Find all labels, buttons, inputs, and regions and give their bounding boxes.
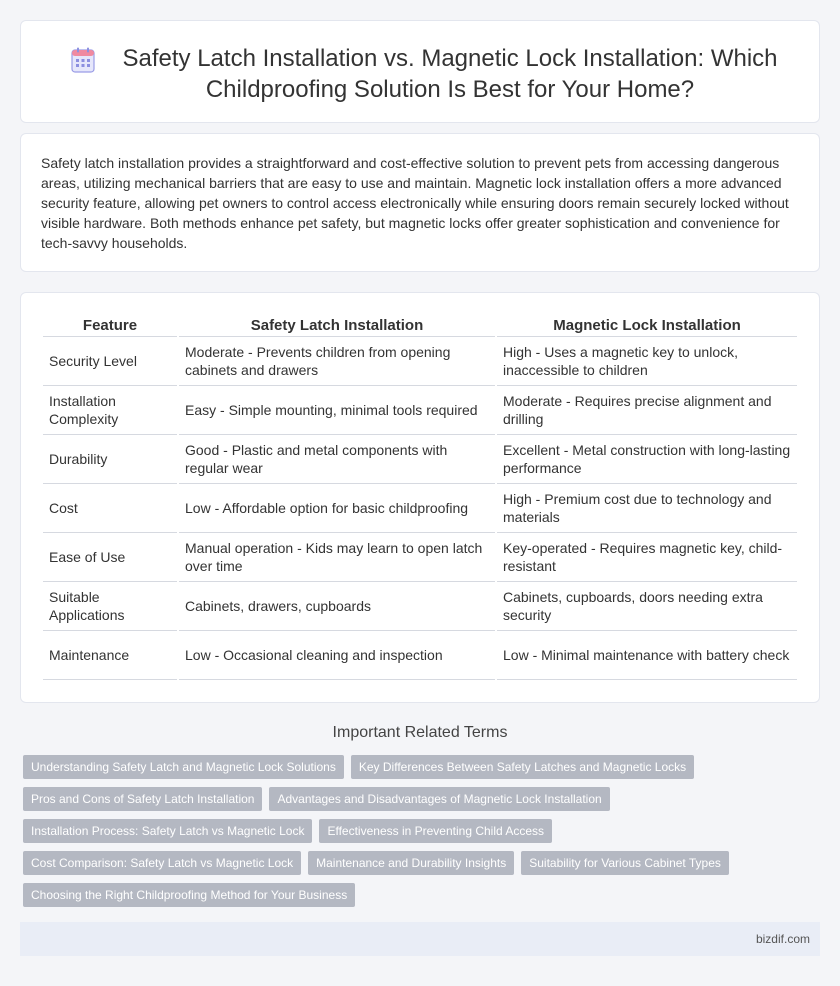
feature-cell: Maintenance bbox=[43, 631, 177, 680]
column-header: Safety Latch Installation bbox=[179, 315, 495, 337]
magnetic-lock-cell: Excellent - Metal construction with long-lasting performance bbox=[497, 435, 797, 484]
table-row bbox=[43, 435, 797, 484]
feature-cell: Cost bbox=[43, 484, 177, 533]
magnetic-lock-cell: Low - Minimal maintenance with battery check bbox=[497, 631, 797, 680]
table-row bbox=[43, 484, 797, 533]
feature-cell: Installation Complexity bbox=[43, 386, 177, 435]
table-row bbox=[43, 337, 797, 386]
page-title: Safety Latch Installation vs. Magnetic Lock Installation: Which Childproofing Solution Is Best for Your Home? bbox=[122, 45, 778, 103]
title-card bbox=[20, 20, 820, 123]
related-term-tag[interactable]: Suitability for Various Cabinet Types bbox=[521, 851, 729, 875]
intro-paragraph: Safety latch installation provides a straightforward and cost-effective solution to prevent pets from accessing dangerous areas, utilizing mechanical barriers that are easy to use and maintain. Magnetic lock installation offers a more advanced security feature, allowing pet owners to control access electronically while ensuring doors remain securely locked without visible hardware. Both methods enhance pet safety, but magnetic locks offer greater sophistication and convenience for tech-savvy households. bbox=[41, 155, 789, 251]
column-header: Magnetic Lock Installation bbox=[497, 315, 797, 337]
magnetic-lock-cell: High - Uses a magnetic key to unlock, inaccessible to children bbox=[497, 337, 797, 386]
magnetic-lock-cell: Cabinets, cupboards, doors needing extra security bbox=[497, 582, 797, 631]
magnetic-lock-cell: Key-operated - Requires magnetic key, child-resistant bbox=[497, 533, 797, 582]
safety-latch-cell: Manual operation - Kids may learn to open latch over time bbox=[179, 533, 495, 582]
related-terms-list bbox=[23, 755, 803, 907]
safety-latch-cell: Easy - Simple mounting, minimal tools required bbox=[179, 386, 495, 435]
comparison-table bbox=[41, 315, 799, 680]
safety-latch-cell: Low - Affordable option for basic childproofing bbox=[179, 484, 495, 533]
magnetic-lock-cell: High - Premium cost due to technology and materials bbox=[497, 484, 797, 533]
related-term-tag[interactable]: Pros and Cons of Safety Latch Installation bbox=[23, 787, 262, 811]
comparison-card bbox=[20, 292, 820, 703]
magnetic-lock-cell: Moderate - Requires precise alignment and drilling bbox=[497, 386, 797, 435]
footer bbox=[20, 922, 820, 956]
calendar-icon bbox=[71, 47, 95, 73]
table-row bbox=[43, 386, 797, 435]
table-header-row bbox=[43, 315, 797, 337]
related-term-tag[interactable]: Key Differences Between Safety Latches and Magnetic Locks bbox=[351, 755, 694, 779]
related-term-tag[interactable]: Choosing the Right Childproofing Method for Your Business bbox=[23, 883, 355, 907]
related-term-tag[interactable]: Understanding Safety Latch and Magnetic Lock Solutions bbox=[23, 755, 344, 779]
feature-cell: Suitable Applications bbox=[43, 582, 177, 631]
table-row bbox=[43, 582, 797, 631]
related-term-tag[interactable]: Maintenance and Durability Insights bbox=[308, 851, 514, 875]
safety-latch-cell: Good - Plastic and metal components with regular wear bbox=[179, 435, 495, 484]
site-link[interactable]: bizdif.com bbox=[755, 932, 810, 946]
related-terms-heading: Important Related Terms bbox=[332, 724, 508, 741]
safety-latch-cell: Low - Occasional cleaning and inspection bbox=[179, 631, 495, 680]
related-term-tag[interactable]: Effectiveness in Preventing Child Access bbox=[319, 819, 552, 843]
feature-cell: Security Level bbox=[43, 337, 177, 386]
related-term-tag[interactable]: Installation Process: Safety Latch vs Magnetic Lock bbox=[23, 819, 312, 843]
intro-card bbox=[20, 133, 820, 272]
table-row bbox=[43, 631, 797, 680]
feature-cell: Ease of Use bbox=[43, 533, 177, 582]
related-term-tag[interactable]: Advantages and Disadvantages of Magnetic Lock Installation bbox=[269, 787, 609, 811]
feature-cell: Durability bbox=[43, 435, 177, 484]
safety-latch-cell: Cabinets, drawers, cupboards bbox=[179, 582, 495, 631]
table-row bbox=[43, 533, 797, 582]
related-term-tag[interactable]: Cost Comparison: Safety Latch vs Magnetic Lock bbox=[23, 851, 301, 875]
column-header: Feature bbox=[43, 315, 177, 337]
safety-latch-cell: Moderate - Prevents children from opening cabinets and drawers bbox=[179, 337, 495, 386]
